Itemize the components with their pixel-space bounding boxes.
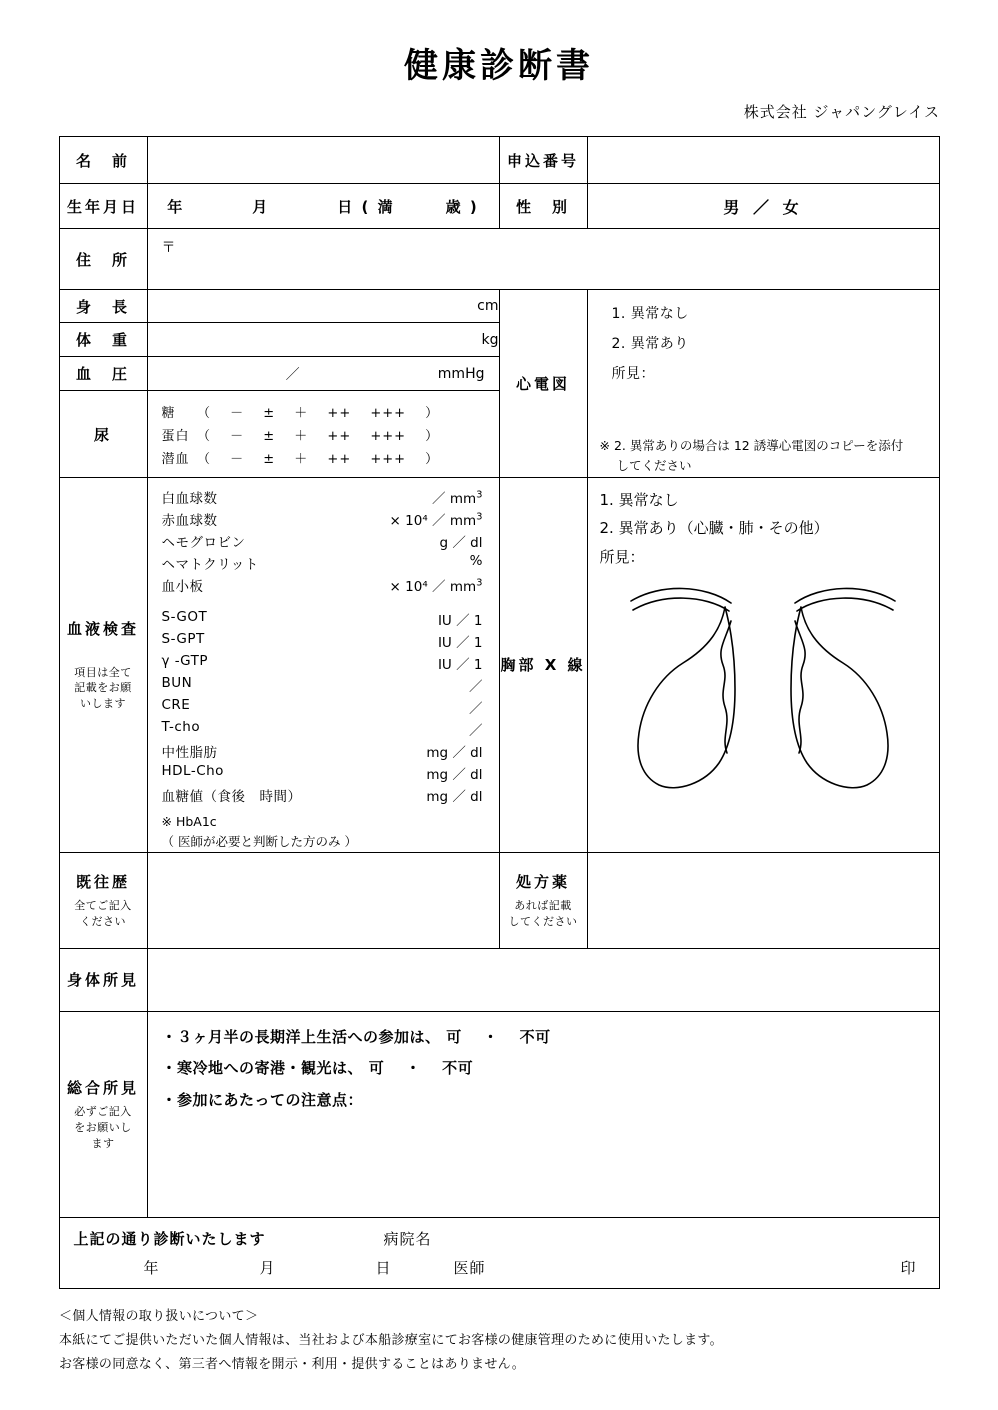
- chest-xray-section[interactable]: [587, 477, 939, 852]
- blood-row-unit: g ／ dl: [439, 534, 483, 551]
- overall-sub-2: をお願いし: [74, 1120, 132, 1134]
- urine-row-protein[interactable]: 蛋白 （ － ± ＋ ++ +++ ）: [161, 428, 440, 444]
- row-blood-chest: [59, 477, 939, 852]
- ecg-findings-label: 所見：: [611, 365, 655, 382]
- blood-row-name: HDL-Cho: [161, 762, 224, 779]
- prescription-label: [499, 852, 587, 948]
- blood-row-unit: mg ／ dl: [426, 766, 483, 783]
- overall-bullet-2[interactable]: ・寒冷地への寄港・観光は、 可 ・ 不可: [161, 1059, 474, 1078]
- blood-row-name: S-GOT: [161, 608, 208, 625]
- form-table: [59, 136, 940, 1289]
- blood-row-plt[interactable]: [148, 574, 499, 596]
- blood-row-tg[interactable]: [148, 740, 499, 762]
- hba1c-line-1: ※ HbA1c: [161, 813, 217, 829]
- physical-label: 身体所見: [59, 948, 147, 1011]
- ecg-option-2[interactable]: 2. 異常あり: [611, 335, 689, 352]
- gender-value[interactable]: 男 ／ 女: [587, 184, 939, 229]
- blood-row-unit: × 10⁴ ／ $mm^3$: [389, 511, 483, 529]
- blood-row-rbc[interactable]: [148, 508, 499, 530]
- blood-row-name: 血小板: [161, 578, 204, 595]
- blood-row-unit: IU ／ 1: [437, 656, 483, 673]
- blood-row-name: 赤血球数: [161, 512, 218, 529]
- overall-label: [59, 1011, 147, 1217]
- blood-row-unit: IU ／ 1: [437, 612, 483, 629]
- blood-row-name: T-cho: [161, 718, 201, 735]
- ecg-section[interactable]: [587, 290, 939, 478]
- bp-slash: ／: [285, 366, 300, 383]
- ecg-note-line2: してください: [616, 458, 692, 474]
- height-label: 身 長: [59, 290, 147, 323]
- blood-row-sgpt[interactable]: [148, 630, 499, 652]
- blood-row-unit: IU ／ 1: [437, 634, 483, 651]
- dob-label: 生年月日: [59, 184, 147, 229]
- history-sub-2: ください: [80, 914, 126, 928]
- row-physical: [59, 948, 939, 1011]
- urine-row-blood[interactable]: 潜血 （ － ± ＋ ++ +++ ）: [161, 451, 440, 467]
- signature-date[interactable]: 年 月 日: [143, 1258, 405, 1277]
- dob-value[interactable]: 年 月 日 ( 満 歳 ): [147, 184, 499, 229]
- blood-row-tcho[interactable]: [148, 718, 499, 740]
- height-input[interactable]: cm: [147, 290, 499, 323]
- privacy-notice: [59, 1305, 939, 1377]
- hospital-label: 病院名: [383, 1229, 432, 1248]
- chest-option-2[interactable]: 2. 異常あり（心臓・肺・その他）: [599, 519, 829, 538]
- row-overall: [59, 1011, 939, 1217]
- prescription-label-text: 処方薬: [515, 872, 570, 891]
- blood-row-ggtp[interactable]: [148, 652, 499, 674]
- seal-label: 印: [900, 1258, 917, 1277]
- ecg-note-line1: ※ 2. 異常ありの場合は 12 誘導心電図のコピーを添付: [599, 437, 904, 453]
- blood-row-unit: ／: [469, 678, 483, 695]
- application-no-input[interactable]: [587, 137, 939, 184]
- blood-sub-1: 項目は全て: [74, 665, 132, 679]
- overall-input[interactable]: [147, 1011, 939, 1217]
- blood-row-hdl[interactable]: [148, 762, 499, 784]
- chest-option-1[interactable]: 1. 異常なし: [599, 490, 679, 509]
- privacy-heading: ＜個人情報の取り扱いについて＞: [59, 1308, 259, 1324]
- overall-bullet-3[interactable]: ・参加にあたっての注意点：: [161, 1090, 364, 1109]
- postal-mark: 〒: [161, 240, 176, 256]
- urine-row-sugar[interactable]: 糖 （ － ± ＋ ++ +++ ）: [161, 405, 440, 421]
- overall-bullet-1[interactable]: ・３ヶ月半の長期洋上生活への参加は、 可 ・ 不可: [161, 1027, 551, 1046]
- blood-row-name: CRE: [161, 696, 191, 713]
- blood-row-name: ヘモグロビン: [161, 534, 246, 551]
- urine-section[interactable]: [147, 391, 499, 478]
- bp-input[interactable]: [147, 356, 499, 390]
- prescription-input[interactable]: [587, 852, 939, 948]
- name-input[interactable]: [147, 137, 499, 184]
- blood-row-name: 白血球数: [161, 490, 218, 507]
- address-input[interactable]: [147, 229, 939, 290]
- blood-row-name: S-GPT: [161, 630, 205, 647]
- prescription-sub-1: あれば記載: [514, 898, 572, 912]
- blood-row-name: BUN: [161, 674, 193, 691]
- hba1c-line-2: （ 医師が必要と判断した方のみ ）: [161, 833, 357, 849]
- blood-sub-2: 記載をお願: [74, 681, 132, 695]
- weight-label: 体 重: [59, 323, 147, 356]
- privacy-line-1: 本紙にてご提供いただいた個人情報は、当社および本船診療室にてお客様の健康管理のために使用いたします。: [59, 1332, 723, 1348]
- company-name: 株式会社 ジャパングレイス: [743, 103, 940, 121]
- ecg-label: 心電図: [499, 290, 587, 478]
- bp-unit: mmHg: [437, 365, 485, 382]
- physical-input[interactable]: [147, 948, 939, 1011]
- ecg-option-1[interactable]: 1. 異常なし: [611, 306, 689, 322]
- blood-row-unit: ／ $mm^3$: [432, 489, 483, 507]
- blood-row-unit: %: [469, 552, 483, 569]
- doctor-label: 医師: [453, 1258, 486, 1277]
- gender-label: 性 別: [499, 184, 587, 229]
- overall-sub-1: 必ずご記入: [74, 1105, 132, 1119]
- hba1c-note: [148, 806, 499, 852]
- blood-row-unit: ／: [469, 700, 483, 717]
- chest-findings-label: 所見：: [599, 547, 645, 566]
- chest-xray-label: 胸部 X 線: [499, 477, 587, 852]
- blood-row-name: 中性脂肪: [161, 744, 218, 761]
- blood-row-unit: mg ／ dl: [426, 744, 483, 761]
- blood-label-text: 血液検査: [66, 619, 139, 638]
- lung-diagram[interactable]: [588, 571, 939, 797]
- row-address: [59, 229, 939, 290]
- blood-values-section[interactable]: [147, 477, 499, 852]
- blood-row-cre[interactable]: [148, 696, 499, 718]
- blood-row-unit: ／: [469, 722, 483, 739]
- overall-label-text: 総合所見: [66, 1079, 139, 1098]
- blood-row-hgb[interactable]: [148, 530, 499, 552]
- history-label-text: 既往歴: [75, 872, 130, 891]
- blood-row-name: γ -GTP: [161, 652, 209, 669]
- blood-row-sgot[interactable]: [148, 608, 499, 630]
- blood-row-name: 血糖値（食後 時間）: [161, 788, 302, 805]
- blood-label: [59, 477, 147, 852]
- row-height: [59, 290, 939, 323]
- blood-row-wbc[interactable]: [148, 486, 499, 508]
- blood-row-bun[interactable]: [148, 674, 499, 696]
- name-label: 名 前: [59, 137, 147, 184]
- blood-row-glucose[interactable]: [148, 784, 499, 806]
- overall-sub-3: ます: [91, 1136, 115, 1150]
- bp-label: 血 圧: [59, 356, 147, 390]
- history-input[interactable]: [147, 852, 499, 948]
- blood-row-unit: mg ／ dl: [426, 788, 483, 805]
- row-signature: [59, 1217, 939, 1288]
- row-dob: [59, 184, 939, 229]
- history-sub-1: 全てご記入: [74, 898, 132, 912]
- prescription-sub-2: してください: [508, 914, 578, 928]
- blood-sub-3: いします: [80, 697, 126, 711]
- diagnosis-statement: 上記の通り診断いたします: [73, 1229, 266, 1248]
- row-history: [59, 852, 939, 948]
- privacy-line-2: お客様の同意なく、第三者へ情報を開示・利用・提供することはありません。: [59, 1357, 526, 1373]
- page-title: 健康診断書: [404, 46, 594, 86]
- blood-row-unit: × 10⁴ ／ $mm^3$: [389, 577, 483, 595]
- urine-label: 尿: [59, 391, 147, 478]
- signature-section[interactable]: [59, 1217, 939, 1288]
- address-label: 住 所: [59, 229, 147, 290]
- blood-row-name: ヘマトクリット: [161, 556, 259, 573]
- application-no-label: 申込番号: [499, 137, 587, 184]
- blood-row-hct[interactable]: [148, 552, 499, 574]
- history-label: [59, 852, 147, 948]
- weight-input[interactable]: kg: [147, 323, 499, 356]
- row-name: [59, 137, 939, 184]
